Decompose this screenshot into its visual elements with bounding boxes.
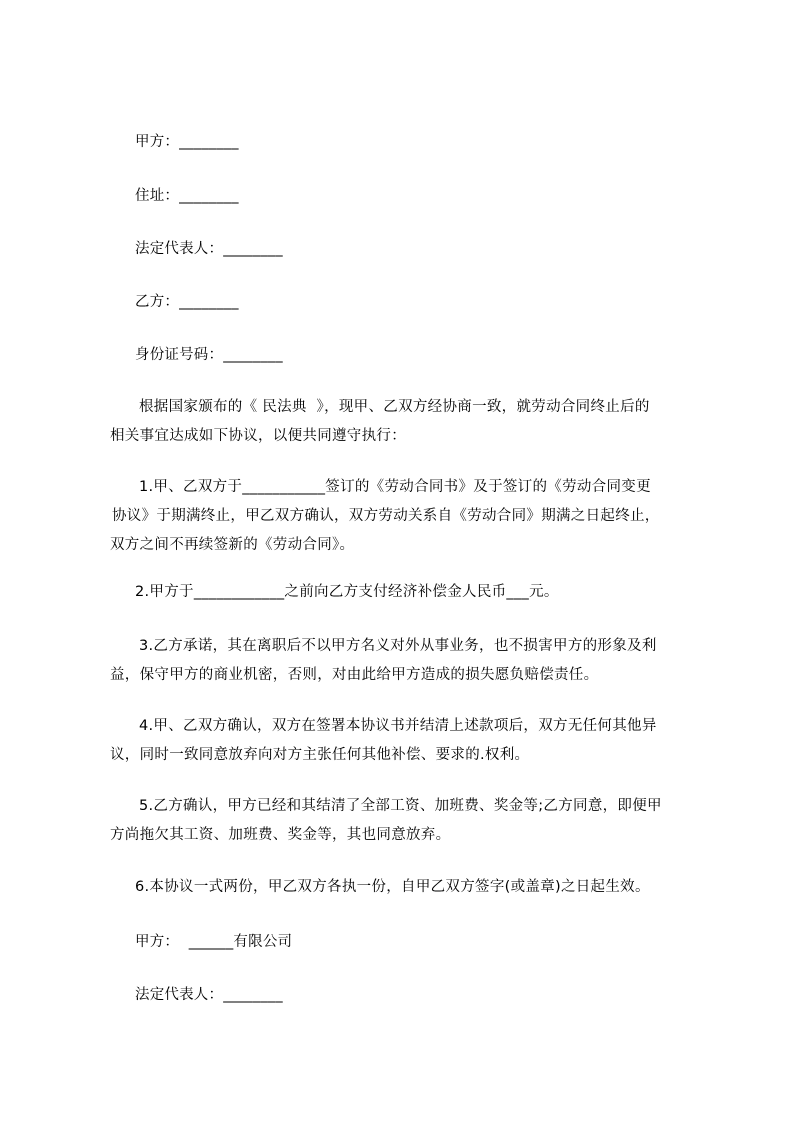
party-b-field: 乙方：________ xyxy=(135,294,239,310)
clause-1-line-3: 双方之间不再续签新的《劳动合同》。 xyxy=(110,537,355,553)
clause-2-line-1: 2.甲方于____________之前向乙方支付经济补偿金人民币___元。 xyxy=(135,584,559,600)
clause-2 xyxy=(110,578,710,607)
clause-4-line-1: 4.甲、乙双方确认，双方在签署本协议书并结清上述款项后，双方无任何其他异 xyxy=(139,718,657,734)
address-field: 住址：________ xyxy=(135,188,239,204)
legal-representative-field: 法定代表人：________ xyxy=(135,241,283,257)
intro-line-1: 根据国家颁布的《 民法典 》，现甲、乙双方经协商一致，就劳动合同终止后的 xyxy=(139,399,650,415)
signature-legal-representative: 法定代表人：________ xyxy=(135,987,283,1003)
clause-3-line-2: 益，保守甲方的商业机密，否则，对由此给甲方造成的损失愿负赔偿责任。 xyxy=(110,667,599,683)
signature-party-a: 甲方： ______有限公司 xyxy=(135,934,293,950)
clause-6-line-1: 6.本协议一式两份，甲乙双方各执一份，自甲乙双方签字(或盖章)之日起生效。 xyxy=(135,879,650,895)
clause-5-line-1: 5.乙方确认，甲方已经和其结清了全部工资、加班费、奖金等;乙方同意，即便甲 xyxy=(139,798,662,814)
clause-5 xyxy=(110,792,710,850)
clause-1-line-2: 协议》于期满终止，甲乙双方确认，双方劳动关系自《劳动合同》期满之日起终止， xyxy=(112,508,660,524)
intro-line-2: 相关事宜达成如下协议，以便共同遵守执行： xyxy=(110,428,406,444)
clause-4 xyxy=(110,712,710,770)
clause-3-line-1: 3.乙方承诺，其在离职后不以甲方名义对外从事业务，也不损害甲方的形象及利 xyxy=(139,638,657,654)
party-a-field: 甲方：________ xyxy=(135,134,239,150)
clause-6 xyxy=(110,873,710,902)
clause-1-line-1: 1.甲、乙双方于___________签订的《劳动合同书》及于签订的《劳动合同变更 xyxy=(139,479,651,495)
clause-5-line-2: 方尚拖欠其工资、加班费、奖金等，其也同意放弃。 xyxy=(110,827,451,843)
clause-1 xyxy=(110,473,710,560)
id-number-field: 身份证号码：________ xyxy=(135,347,283,363)
clause-4-line-2: 议，同时一致同意放弃向对方主张任何其他补偿、要求的.权利。 xyxy=(110,747,530,763)
intro-paragraph xyxy=(110,393,710,451)
clause-3 xyxy=(110,632,710,690)
